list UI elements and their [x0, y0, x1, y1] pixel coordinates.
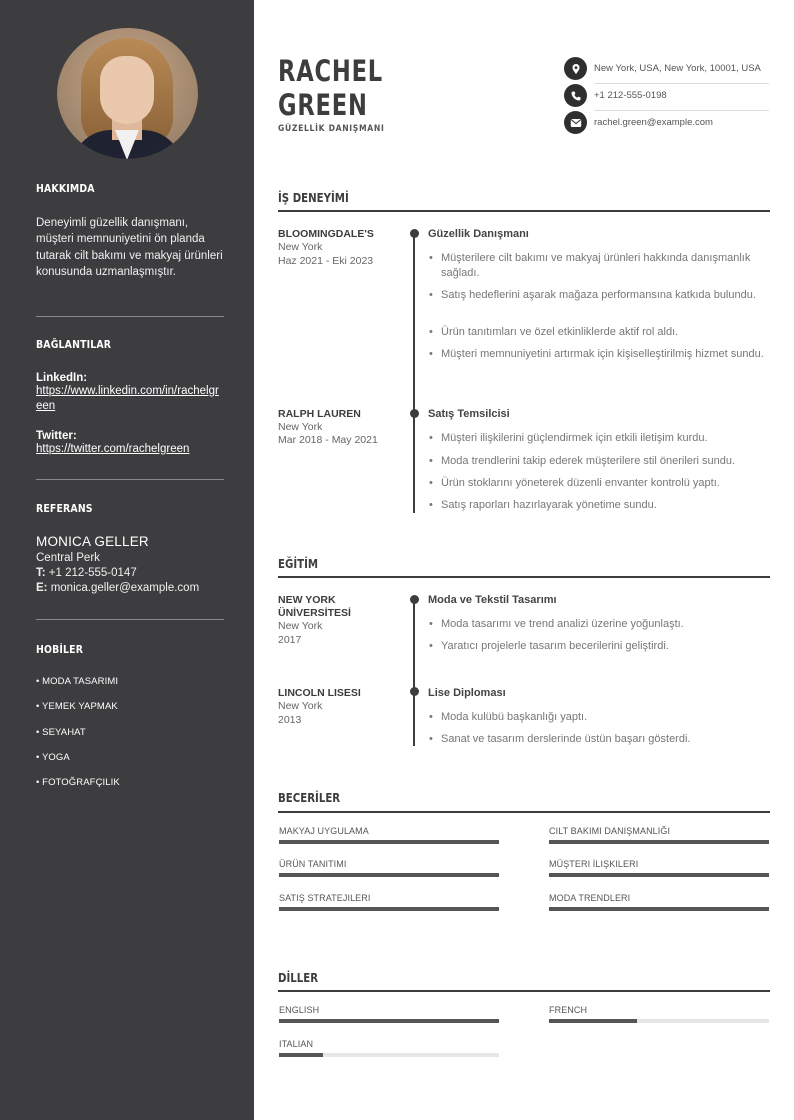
hobby-item: • YOGA — [36, 752, 70, 763]
company-name: BLOOMINGDALE'S — [278, 228, 374, 240]
school-location: New York — [278, 700, 323, 712]
job-dates: Mar 2018 - May 2021 — [278, 434, 378, 446]
contact-phone — [564, 84, 769, 110]
company-location: New York — [278, 241, 323, 253]
timeline-dot — [410, 595, 419, 604]
links-section — [36, 338, 224, 351]
job-bullet: • Müşteri ilişkilerini güçlendirmek için etkili iletişim kurdu. — [441, 431, 771, 446]
experience-timeline — [413, 233, 415, 513]
job-title: GÜZELLİK DANIŞMANI — [278, 124, 385, 134]
skill-bar-fill — [279, 873, 499, 877]
skill-bar — [279, 840, 499, 844]
reference-company: Central Perk — [36, 552, 100, 564]
job-bullet: • Moda trendlerini takip ederek müşterilere stil önerileri sundu. — [441, 454, 771, 469]
skill-label: CILT BAKIMI DANIŞMANLIĞI — [549, 826, 671, 836]
language-bar — [279, 1053, 499, 1057]
skill-bar — [549, 907, 769, 911]
education-bullet: • Yaratıcı projelerle tasarım becerilerini geliştirdi. — [441, 639, 771, 654]
job-bullet: • Satış hedeflerini aşarak mağaza performansına katkıda bulundu. — [441, 288, 771, 303]
language-bar-fill — [549, 1019, 637, 1023]
timeline-dot — [410, 229, 419, 238]
phone-icon — [564, 84, 587, 107]
section-divider — [278, 576, 770, 578]
first-name: RACHEL — [278, 54, 384, 88]
language-bar — [549, 1019, 769, 1023]
degree-name: Lise Diploması — [428, 687, 506, 699]
job-bullet: • Ürün tanıtımları ve özel etkinliklerde aktif rol aldı. — [441, 325, 771, 340]
skill-bar-fill — [279, 840, 499, 844]
skill-bar-fill — [549, 907, 769, 911]
about-heading: HAKKIMDA — [36, 182, 95, 195]
skill-bar-fill — [279, 907, 499, 911]
linkedin-label: LinkedIn: — [36, 372, 88, 384]
education-heading: EĞİTİM — [278, 557, 319, 571]
phone-text: +1 212-555-0198 — [594, 90, 667, 101]
education-bullet: • Moda tasarımı ve trend analizi üzerine yoğunlaştı. — [441, 617, 771, 632]
company-location: New York — [278, 421, 323, 433]
skill-bar — [279, 907, 499, 911]
skill-label: MODA TRENDLERI — [549, 893, 631, 903]
experience-heading: İŞ DENEYİMİ — [278, 191, 349, 205]
reference-phone: T: +1 212-555-0147 — [36, 567, 137, 579]
education-bullet: • Sanat ve tasarım derslerinde üstün başarı gösterdi. — [441, 732, 771, 747]
education-timeline — [413, 599, 415, 746]
job-dates: Haz 2021 - Eki 2023 — [278, 255, 374, 267]
education-bullet: • Moda kulübü başkanlığı yaptı. — [441, 710, 771, 725]
hobby-item: • FOTOĞRAFÇILIK — [36, 777, 120, 788]
address-text: New York, USA, New York, 10001, USA — [594, 63, 761, 74]
skill-label: SATIŞ STRATEJILERI — [279, 893, 371, 903]
job-bullet: • Satış raporları hazırlayarak yönetime sundu. — [441, 498, 771, 513]
profile-photo — [57, 28, 198, 159]
language-label: ENGLISH — [279, 1005, 320, 1015]
job-bullet: • Müşteri memnuniyetini artırmak için kişiselleştirilmiş hizmet sundu. — [441, 347, 771, 362]
hobby-item: • MODA TASARIMI — [36, 676, 119, 687]
reference-email: E: monica.geller@example.com — [36, 582, 200, 594]
degree-name: Moda ve Tekstil Tasarımı — [428, 594, 557, 606]
school-year: 2013 — [278, 714, 302, 726]
job-role: Güzellik Danışmanı — [428, 228, 529, 240]
hobby-item: • SEYAHAT — [36, 727, 86, 738]
language-label: ITALIAN — [279, 1039, 314, 1049]
twitter-link[interactable]: https://twitter.com/rachelgreen — [36, 443, 190, 455]
email-text[interactable]: rachel.green@example.com — [594, 117, 713, 128]
skill-bar — [549, 840, 769, 844]
languages-heading: DİLLER — [278, 971, 319, 985]
about-section — [36, 182, 224, 195]
sidebar-divider — [36, 479, 224, 480]
language-bar — [279, 1019, 499, 1023]
reference-name: MONICA GELLER — [36, 534, 149, 549]
school-year: 2017 — [278, 634, 302, 646]
skill-label: MAKYAJ UYGULAMA — [279, 826, 369, 836]
linkedin-link[interactable]: https://www.linkedin.com/in/rachelgreen — [36, 385, 219, 412]
reference-heading: REFERANS — [36, 502, 93, 515]
skill-label: MÜŞTERI İLIŞKILERI — [549, 859, 639, 869]
language-bar-fill — [279, 1053, 323, 1057]
reference-entry — [36, 534, 224, 596]
skill-bar-fill — [549, 873, 769, 877]
language-label: FRENCH — [549, 1005, 588, 1015]
skill-bar — [279, 873, 499, 877]
sidebar — [0, 0, 254, 1120]
contact-address — [564, 57, 769, 83]
school-location: New York — [278, 620, 323, 632]
about-text: Deneyimli güzellik danışmanı, müşteri memnuniyetini ön planda tutarak cilt bakımı ve makyaj ürünleri konusunda uzmanlaşmıştır. — [36, 217, 223, 278]
links-heading: BAĞLANTILAR — [36, 338, 112, 351]
section-divider — [278, 990, 770, 992]
skills-heading: BECERİLER — [278, 791, 341, 805]
job-role: Satış Temsilcisi — [428, 408, 510, 420]
language-bar-fill — [279, 1019, 499, 1023]
skill-bar-fill — [549, 840, 769, 844]
hobbies-section — [36, 643, 224, 656]
contact-email — [564, 111, 769, 137]
hobby-item: • YEMEK YAPMAK — [36, 701, 118, 712]
email-icon — [564, 111, 587, 134]
location-pin-icon — [564, 57, 587, 80]
reference-section — [36, 502, 224, 515]
job-bullet: • Müşterilere cilt bakımı ve makyaj ürünleri hakkında danışmanlık sağladı. — [441, 251, 771, 281]
skill-bar — [549, 873, 769, 877]
skill-label: ÜRÜN TANITIMI — [279, 859, 347, 869]
hobbies-list — [36, 676, 224, 796]
sidebar-divider — [36, 619, 224, 620]
section-divider — [278, 210, 770, 212]
school-name: NEW YORK ÜNİVERSİTESİ — [278, 594, 351, 619]
timeline-dot — [410, 687, 419, 696]
job-bullet: • Ürün stoklarını yöneterek düzenli envanter kontrolü yaptı. — [441, 476, 771, 491]
last-name: GREEN — [278, 88, 368, 122]
sidebar-divider — [36, 316, 224, 317]
section-divider — [278, 811, 770, 813]
twitter-label: Twitter: — [36, 430, 77, 442]
school-name: LINCOLN LISESI — [278, 687, 361, 699]
twitter-entry — [36, 430, 224, 457]
hobbies-heading: HOBİLER — [36, 643, 84, 656]
company-name: RALPH LAUREN — [278, 408, 361, 420]
timeline-dot — [410, 409, 419, 418]
linkedin-entry — [36, 372, 224, 414]
